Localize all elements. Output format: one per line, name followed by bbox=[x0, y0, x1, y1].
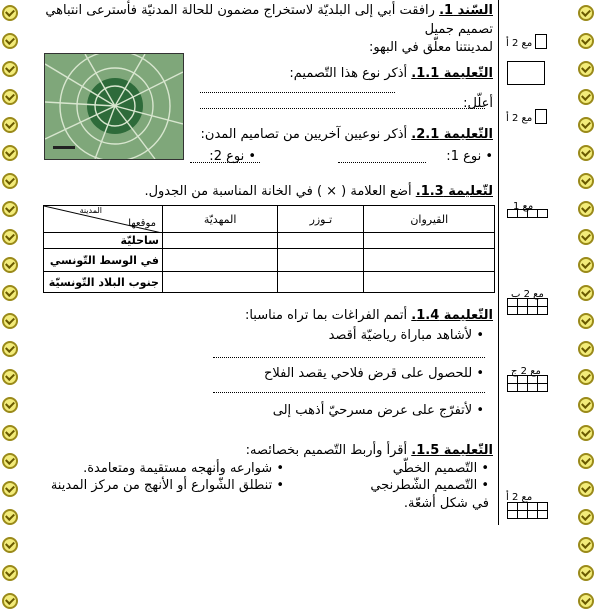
left-border bbox=[0, 0, 20, 525]
border-ring-icon bbox=[578, 257, 594, 273]
criteria-c2a: مع 2 أ bbox=[506, 492, 533, 503]
q15-line: التّعليمة 1.5. أقرأ وأربط التّصميم بخصائصه: bbox=[245, 443, 493, 458]
q14-item-2: • للحصول على قرض فلاحي يقصد الفلاح bbox=[264, 366, 484, 381]
border-ring-icon bbox=[2, 397, 18, 413]
border-ring-icon bbox=[578, 397, 594, 413]
border-ring-icon bbox=[578, 481, 594, 497]
border-ring-icon bbox=[578, 537, 594, 553]
border-ring-icon bbox=[578, 593, 594, 609]
criteria-a: مع 2 أ bbox=[506, 38, 533, 49]
border-ring-icon bbox=[2, 257, 18, 273]
q14-item-3: • لأتفرّج على عرض مسرحيّ أذهب إلى bbox=[272, 403, 484, 418]
col-kairouan: القيروان bbox=[364, 206, 495, 233]
border-ring-icon bbox=[578, 425, 594, 441]
q14-item-1: • لأشاهد مباراة رياضيّة أقصد bbox=[328, 328, 484, 343]
score-box[interactable] bbox=[535, 34, 547, 49]
border-ring-icon bbox=[2, 313, 18, 329]
cell[interactable] bbox=[163, 249, 278, 272]
border-ring-icon bbox=[578, 369, 594, 385]
q15-right-1: • التّصميم الخطّي bbox=[392, 461, 489, 476]
margin-divider bbox=[498, 0, 499, 525]
sanad-line: السّند 1. رافقت أبي إلى البلديّة لاستخراج مضمون للحالة المدنيّة فأسترعى انتباهي bbox=[45, 3, 493, 18]
border-ring-icon bbox=[2, 453, 18, 469]
sanad-line2: تصميم جميل bbox=[424, 22, 493, 37]
border-ring-icon bbox=[2, 201, 18, 217]
q14-answer-2[interactable] bbox=[213, 392, 485, 393]
border-ring-icon bbox=[2, 425, 18, 441]
border-ring-icon bbox=[2, 481, 18, 497]
q14-answer-1[interactable] bbox=[213, 357, 485, 358]
border-ring-icon bbox=[2, 89, 18, 105]
border-ring-icon bbox=[578, 89, 594, 105]
border-ring-icon bbox=[578, 509, 594, 525]
cell[interactable] bbox=[278, 249, 364, 272]
criteria-c2j: مع 2 ج bbox=[511, 366, 541, 377]
row-coastal: ساحليّة bbox=[44, 233, 163, 249]
q15-left-1: • شوارعه وأنهجه مستقيمة ومتعامدة. bbox=[83, 461, 284, 476]
border-ring-icon bbox=[2, 229, 18, 245]
border-ring-icon bbox=[578, 313, 594, 329]
cell[interactable] bbox=[364, 272, 495, 293]
score-box[interactable] bbox=[535, 109, 547, 124]
border-ring-icon bbox=[2, 5, 18, 21]
border-ring-icon bbox=[578, 565, 594, 581]
q12-item-2: • نوع 2: bbox=[209, 149, 256, 164]
border-ring-icon bbox=[2, 285, 18, 301]
border-ring-icon bbox=[2, 341, 18, 357]
col-tozeur: تـوزر bbox=[278, 206, 364, 233]
q12-answer-1[interactable] bbox=[338, 162, 426, 163]
q11-justify: أعلّل: bbox=[463, 96, 493, 111]
border-ring-icon bbox=[2, 173, 18, 189]
q14-line: التّعليمة 1.4. أتمم الفراغات بما تراه مناسبا: bbox=[244, 308, 493, 323]
q12-line: التّعليمة 2.1. أذكر نوعيين آخريين من تصاميم المدن: bbox=[200, 127, 493, 142]
border-ring-icon bbox=[2, 369, 18, 385]
criteria-a2: مع 2 أ bbox=[506, 113, 533, 124]
table-corner: المدينة موقعها bbox=[44, 206, 163, 233]
criteria-c1: مع 1 bbox=[513, 201, 534, 212]
border-ring-icon bbox=[578, 173, 594, 189]
border-ring-icon bbox=[578, 229, 594, 245]
border-ring-icon bbox=[2, 61, 18, 77]
score-box-a3[interactable] bbox=[507, 61, 545, 85]
border-ring-icon bbox=[578, 453, 594, 469]
border-ring-icon bbox=[2, 33, 18, 49]
cell[interactable] bbox=[278, 272, 364, 293]
right-border bbox=[576, 0, 596, 525]
border-ring-icon bbox=[2, 565, 18, 581]
q15-extra: في شكل أشعّة. bbox=[403, 496, 489, 511]
criteria-c2b: مع 2 ب bbox=[511, 289, 544, 300]
q13-line: لتّعليمة 1.3. أضع العلامة ( × ) في الخانة المناسبة من الجدول. bbox=[144, 184, 493, 199]
border-ring-icon bbox=[578, 61, 594, 77]
border-ring-icon bbox=[578, 201, 594, 217]
q15-left-2: • تنطلق الشّوارع أو الأنهج من مركز المدينة bbox=[50, 478, 284, 493]
border-ring-icon bbox=[2, 117, 18, 133]
cities-table bbox=[43, 205, 495, 293]
cell[interactable] bbox=[364, 249, 495, 272]
border-ring-icon bbox=[578, 117, 594, 133]
q11-answer-line-2[interactable] bbox=[200, 108, 485, 109]
score-grid-c2b[interactable] bbox=[507, 298, 548, 315]
city-plan-image bbox=[44, 53, 184, 160]
border-ring-icon bbox=[578, 145, 594, 161]
sanad-line3: لمدينتنا معلّق في البهو: bbox=[368, 40, 493, 55]
q11-line: التّعليمة 1.1. أذكر نوع هذا التّصميم: bbox=[289, 66, 493, 81]
border-ring-icon bbox=[2, 509, 18, 525]
score-grid-c1[interactable] bbox=[507, 209, 548, 218]
cell[interactable] bbox=[278, 233, 364, 249]
row-south: جنوب البلاد التّونسيّة bbox=[44, 272, 163, 293]
q12-answer-2[interactable] bbox=[190, 162, 260, 163]
q15-right-2: • التّصميم الشّطرنجي bbox=[370, 478, 489, 493]
border-ring-icon bbox=[578, 5, 594, 21]
cell[interactable] bbox=[364, 233, 495, 249]
border-ring-icon bbox=[578, 33, 594, 49]
score-grid-c2a[interactable] bbox=[507, 502, 548, 519]
q12-item-1: • نوع 1: bbox=[446, 149, 493, 164]
cell[interactable] bbox=[163, 233, 278, 249]
border-ring-icon bbox=[578, 341, 594, 357]
row-center: في الوسط التّونسي bbox=[44, 249, 163, 272]
border-ring-icon bbox=[2, 145, 18, 161]
border-ring-icon bbox=[2, 537, 18, 553]
q11-answer-line-1[interactable] bbox=[200, 92, 395, 93]
cell[interactable] bbox=[163, 272, 278, 293]
border-ring-icon bbox=[2, 593, 18, 609]
col-mahdia: المهديّة bbox=[163, 206, 278, 233]
score-grid-c2j[interactable] bbox=[507, 375, 548, 392]
border-ring-icon bbox=[578, 285, 594, 301]
